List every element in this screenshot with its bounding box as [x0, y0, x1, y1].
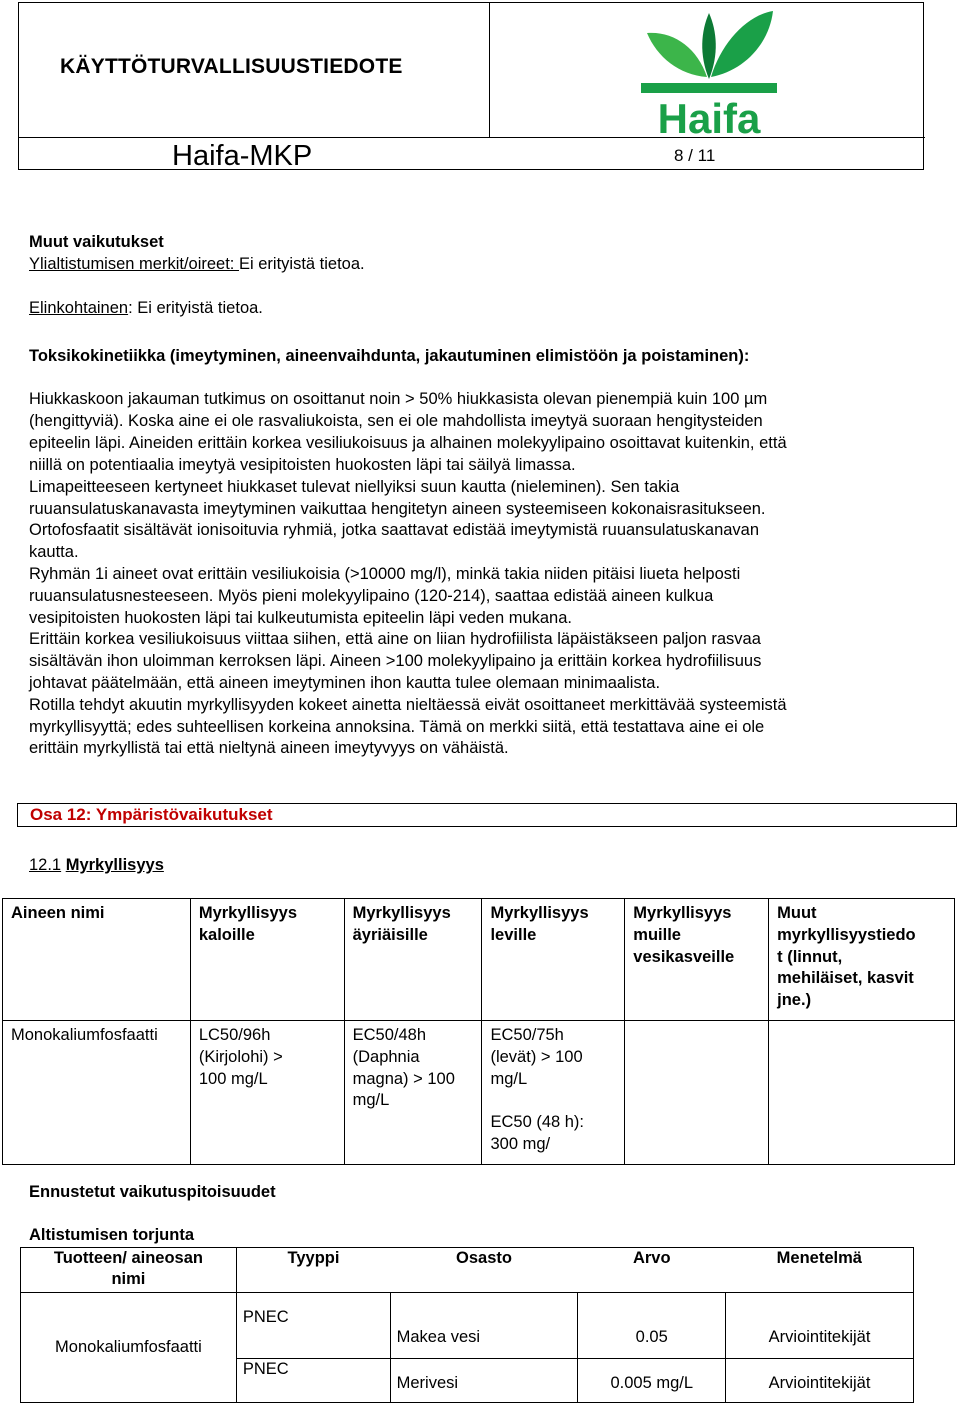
- toxicokinetics-line: johtavat päätelmään, että aineen imeytyminen ihon kautta tulee olemaan minimaalista.: [29, 674, 661, 692]
- section12-heading-box: [17, 803, 957, 827]
- subsection-title: Myrkyllisyys: [65, 856, 164, 874]
- overexposure-line: [29, 254, 365, 276]
- exposure-header-cell: Menetelmä: [726, 1248, 914, 1293]
- toxicity-cell: LC50/96h (Kirjolohi) > 100 mg/L: [190, 1020, 344, 1164]
- toxicokinetics-line: Ryhmän 1i aineet ovat erittäin vesiliukoisia (>10000 mg/l), minkä takia niiden pitäisi liueta helposti: [29, 565, 741, 583]
- toxicity-cell: EC50/48h (Daphnia magna) > 100 mg/L: [344, 1020, 482, 1164]
- toxicokinetics-line: ruuansulatusnesteeseen. Myös pieni molekyylipaino (120-214), saattaa edistää aineen kulkua: [29, 587, 714, 605]
- exposure-type-cell: PNEC: [236, 1293, 390, 1359]
- toxicokinetics-line: niillä on potentiaalia imeytyä vesipitoisten huokosten läpi tai säilyä limassa.: [29, 456, 576, 474]
- toxicity-header-cell: Myrkyllisyys leville: [482, 899, 625, 1021]
- toxicity-cell: Monokaliumfosfaatti: [3, 1020, 191, 1164]
- toxicokinetics-heading: Toksikokinetiikka (imeytyminen, aineenvaihdunta, jakautuminen elimistöön ja poistaminen):: [29, 347, 750, 365]
- header-divider-horizontal: [19, 137, 925, 138]
- subsection-number: 12.1: [29, 856, 62, 874]
- logo-text: Haifa: [657, 95, 761, 137]
- exposure-value-cell: 0.05: [578, 1293, 726, 1359]
- toxicokinetics-line: vesipitoisten huokosten läpi tai kulkeutumista epiteelin läpi veden mukana.: [29, 609, 572, 627]
- toxicity-header-cell: Myrkyllisyys muille vesikasveille: [625, 899, 769, 1021]
- organ-label: Elinkohtainen: [29, 299, 129, 317]
- toxicokinetics-line: epiteelin läpi. Aineiden erittäin korkea vesiliukoisuus ja alhainen molekyylipaino osoittavat kuitenkin, että: [29, 434, 787, 452]
- other-effects-heading: Muut vaikutukset: [29, 233, 164, 251]
- toxicity-header-cell: Muut myrkyllisyystiedo t (linnut, mehiläiset, kasvit jne.): [769, 899, 955, 1021]
- exposure-table: [20, 1247, 914, 1403]
- exposure-method-cell: Arviointitekijät: [726, 1359, 914, 1403]
- table-row: [3, 1020, 955, 1164]
- toxicity-cell: [769, 1020, 955, 1164]
- logo-bar: [641, 83, 777, 93]
- exposure-substance-cell: Monokaliumfosfaatti: [21, 1293, 237, 1403]
- toxicokinetics-line: Rotilla tehdyt akuutin myrkyllisyyden kokeet ainetta nieltäessä eivät osoittaneet merkittävää systeemistä: [29, 696, 787, 714]
- exposure-table-header-row: [21, 1248, 914, 1293]
- toxicity-header-cell: Myrkyllisyys kaloille: [190, 899, 344, 1021]
- organ-line: [29, 298, 263, 320]
- toxicokinetics-line: erittäin myrkyllistä tai että nieltynä aineen imeytyvyys on vähäistä.: [29, 739, 509, 757]
- section12-title: Osa 12: Ympäristövaikutukset: [30, 805, 273, 824]
- exposure-method-cell: Arviointitekijät: [726, 1293, 914, 1359]
- header-divider-vertical: [489, 3, 490, 137]
- toxicity-cell: [625, 1020, 769, 1164]
- exposure-header-cell: Arvo: [578, 1248, 726, 1293]
- toxicokinetics-line: myrkyllisyyttä; edes suhteellisen korkeina annoksina. Tämä on merkki siitä, että testattava aine ei ole: [29, 718, 765, 736]
- exposure-compartment-cell: Merivesi: [390, 1359, 578, 1403]
- toxicokinetics-line: Ortofosfaatit sisältävät ionisoituvia ryhmiä, jotka saattavat edistää imeytymistä ruuansulatuskanavan: [29, 521, 760, 539]
- haifa-logo: [639, 5, 779, 137]
- toxicity-cell: EC50/75h (levät) > 100 mg/L EC50 (48 h): 300 mg/: [482, 1020, 625, 1164]
- exposure-control-heading: Altistumisen torjunta: [29, 1226, 195, 1244]
- toxicokinetics-line: Hiukkaskoon jakauman tutkimus on osoittanut noin > 50% hiukkasista olevan pienempiä kuin 100 µm: [29, 390, 768, 408]
- toxicokinetics-line: sisältävän ihon uloimman kerroksen läpi. Aineen >100 molekyylipaino ja erittäin korkea hydrofiilisuus: [29, 652, 762, 670]
- subsection-12-1: [29, 855, 164, 877]
- logo-leaf-left: [647, 33, 707, 77]
- toxicokinetics-line: ruuansulatuskanavasta imeytyminen vaikuttaa hengitetyn aineen systeemiseen kokonaisrasitukseen.: [29, 500, 766, 518]
- exposure-header-cell: Osasto: [390, 1248, 578, 1293]
- toxicity-table-header-row: [3, 899, 955, 1021]
- product-name: Haifa-MKP: [172, 140, 313, 172]
- exposure-header-cell: Tyyppi: [236, 1248, 390, 1293]
- logo-leaf-right: [711, 11, 773, 77]
- overexposure-label: Ylialtistumisen merkit/oireet:: [29, 255, 239, 273]
- toxicokinetics-line: kautta.: [29, 543, 79, 561]
- document-title: KÄYTTÖTURVALLISUUSTIEDOTE: [60, 55, 403, 78]
- exposure-value-cell: 0.005 mg/L: [578, 1359, 726, 1403]
- overexposure-value: Ei erityistä tietoa.: [238, 255, 365, 273]
- toxicokinetics-line: Erittäin korkea vesiliukoisuus viittaa siihen, että aine on liian hydrofiilista läpäistäkseen paljon rasvaa: [29, 630, 761, 648]
- exposure-type-cell: PNEC: [236, 1359, 390, 1403]
- exposure-compartment-cell: Makea vesi: [390, 1293, 578, 1359]
- toxicokinetics-line: Limapeitteeseen kertyneet hiukkaset tulevat niellyiksi suun kautta (nieleminen). Sen takia: [29, 478, 680, 496]
- toxicity-header-cell: Myrkyllisyys äyriäisille: [344, 899, 482, 1021]
- exposure-header-cell: Tuotteen/ aineosan nimi: [21, 1248, 237, 1293]
- header-box: [18, 2, 924, 170]
- toxicokinetics-line: (hengittyviä). Koska aine ei ole rasvaliukoista, sen ei ole mahdollista imeytyä suoraan hengitysteiden: [29, 412, 763, 430]
- page-number: 8 / 11: [674, 146, 716, 165]
- organ-value: : Ei erityistä tietoa.: [128, 299, 263, 317]
- toxicity-table: [2, 898, 955, 1165]
- predicted-effects-heading: Ennustetut vaikutuspitoisuudet: [29, 1183, 276, 1201]
- toxicity-header-cell: Aineen nimi: [3, 899, 191, 1021]
- table-row: [21, 1293, 914, 1359]
